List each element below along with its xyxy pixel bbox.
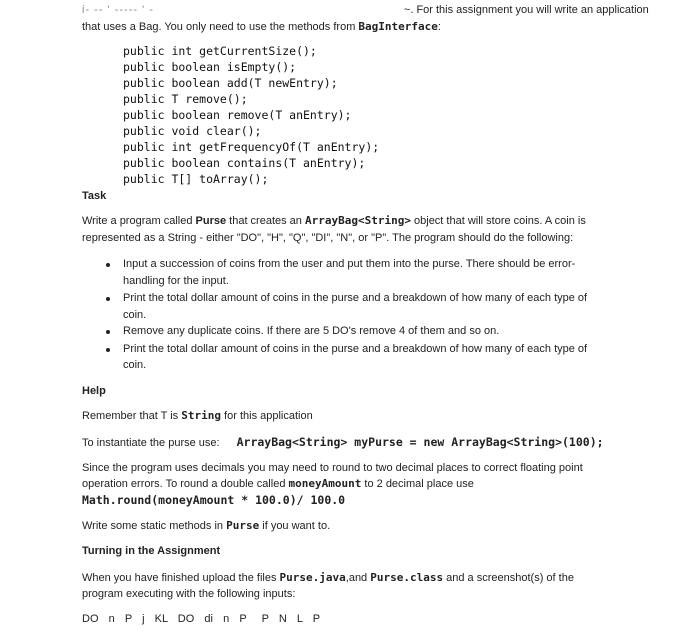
- purse-java-code: Purse.java: [279, 571, 346, 584]
- task-text: Write a program called: [82, 215, 196, 227]
- bullet-dot: [106, 263, 110, 267]
- purse-name: Purse: [195, 215, 227, 227]
- help-text: Remember that T is: [82, 410, 182, 422]
- bullet-item-line: Remove any duplicate coins. If there are 5 DO's remove 4 of them and so on.: [123, 325, 500, 337]
- task-text: that creates an: [226, 215, 305, 227]
- method-signature: public int getCurrentSize();: [123, 44, 317, 58]
- turnin-heading: Turning in the Assignment: [82, 545, 221, 557]
- math-round-code: Math.round(moneyAmount * 100.0)/ 100.0: [82, 493, 346, 507]
- method-signature: public boolean isEmpty();: [123, 60, 297, 74]
- help-remember-line: [82, 408, 313, 424]
- help-text: operation errors. To round a double called: [82, 478, 289, 490]
- purse-class-code: Purse.class: [370, 571, 444, 584]
- help-heading: Help: [82, 385, 106, 397]
- bullet-item-line: Print the total dollar amount of coins in the purse and a breakdown of how many of each type of: [123, 343, 588, 355]
- method-signature: public boolean contains(T anEntry);: [123, 156, 366, 170]
- bullet-item-line: Input a succession of coins from the user and put them into the purse. There should be error-: [123, 258, 576, 270]
- help-round-line-1: Since the program uses decimals you may need to round to two decimal places to correct floating point: [82, 462, 583, 474]
- instantiate-label: To instantiate the purse use:: [82, 437, 220, 449]
- method-signature: public T[] toArray();: [123, 172, 269, 186]
- method-signature: public void clear();: [123, 124, 262, 138]
- bag-interface-code: BagInterface: [358, 20, 438, 33]
- bullet-dot: [106, 297, 110, 301]
- help-static-line: [82, 518, 330, 534]
- help-text: to 2 decimal place use: [361, 478, 474, 490]
- task-paragraph-line-2: represented as a String - either "DO", "H", "Q", "DI", "N", or "P". The program should do the following:: [82, 232, 574, 244]
- intro-text: that uses a Bag. You only need to use the methods from: [82, 21, 359, 33]
- instantiate-code: ArrayBag<String> myPurse = new ArrayBag<String>(100);: [236, 435, 604, 449]
- turnin-text: and a screenshot(s) of the: [443, 572, 574, 584]
- help-round-line-2: [82, 476, 474, 492]
- money-amount-code: moneyAmount: [288, 477, 362, 490]
- test-inputs: DO n P j KL DO di n P P N L P: [82, 613, 321, 625]
- task-paragraph-line-1: [82, 213, 586, 229]
- turnin-text: ,and: [345, 572, 371, 584]
- method-signature: public int getFrequencyOf(T anEntry);: [123, 140, 380, 154]
- bullet-dot: [106, 348, 110, 352]
- round-code-line: [82, 492, 345, 509]
- turnin-text: When you have finished upload the files: [82, 572, 280, 584]
- help-text: for this application: [221, 410, 313, 422]
- help-text: if you want to.: [259, 520, 331, 532]
- intro-cut-prefix: i- -- ' ----- ' -: [82, 4, 154, 16]
- string-code: String: [181, 409, 221, 422]
- help-text: Write some static methods in: [82, 520, 227, 532]
- turnin-line-2: program executing with the following inputs:: [82, 588, 296, 600]
- bullet-item-line: handling for the input.: [123, 275, 229, 287]
- bullet-dot: [106, 330, 110, 334]
- arraybag-code: ArrayBag<String>: [304, 214, 411, 227]
- intro-colon: :: [437, 21, 441, 33]
- method-signature: public boolean remove(T anEntry);: [123, 108, 352, 122]
- help-instantiate-line: [82, 434, 604, 451]
- bullet-item-line: coin.: [123, 359, 147, 371]
- method-signature: public T remove();: [123, 92, 248, 106]
- intro-line-1: [82, 2, 649, 18]
- bullet-item-line: Print the total dollar amount of coins in the purse and a breakdown of how many of each type of: [123, 292, 588, 304]
- intro-line-2: [82, 19, 441, 35]
- purse-code: Purse: [226, 519, 260, 532]
- task-heading: Task: [82, 190, 107, 202]
- bullet-item-line: coin.: [123, 309, 147, 321]
- method-signature: public boolean add(T newEntry);: [123, 76, 338, 90]
- intro-cut-suffix: ~. For this assignment you will write an application: [403, 4, 649, 16]
- task-text: object that will store coins. A coin is: [410, 215, 586, 227]
- turnin-line-1: [82, 570, 574, 586]
